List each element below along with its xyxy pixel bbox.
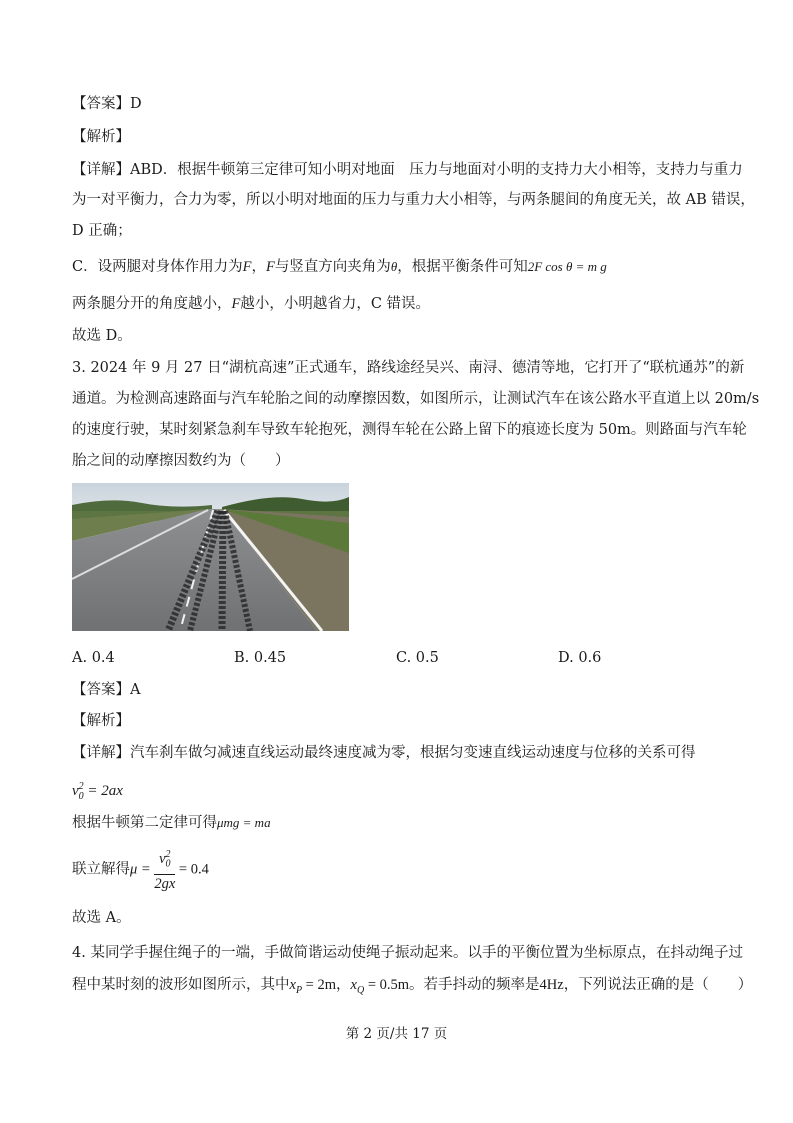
- solve-text: 联立解得: [72, 861, 130, 878]
- detail-tag: 【详解】: [72, 162, 130, 178]
- var-theta: θ: [390, 259, 398, 274]
- option-d: D. 0.6: [558, 650, 602, 666]
- frac-den: 2gx: [154, 875, 176, 892]
- option-c-line: [72, 257, 607, 277]
- q4-line-2: [72, 975, 752, 1001]
- answer-label-q3: 【答案】A: [72, 682, 141, 698]
- separator: ，: [336, 977, 351, 993]
- q4-line-1: 4. 某同学手握住绳子的一端，手做简谐运动使绳子振动起来。以手的平衡位置为坐标原点，在抖动绳子过: [72, 945, 743, 961]
- frac-num-sup: 2: [165, 849, 171, 860]
- answer-label-q2: 【答案】D: [72, 96, 142, 112]
- xq-value: = 0.5m: [364, 977, 410, 993]
- frequency-value: 4Hz: [539, 977, 564, 993]
- var-f: F: [231, 296, 241, 312]
- detail-line-2: 为一对平衡力，合力为零，所以小明对地面的压力与重力大小相等，与两条腿间的角度无关，故 AB 错误，: [72, 192, 755, 208]
- q3-line-2: 通道。为检测高速路面与汽车轮胎之间的动摩擦因数，如图所示，让测试汽车在该公路水平直道上以 20m/s: [72, 391, 760, 407]
- separator: ，: [251, 259, 266, 275]
- option-c-line-2: [72, 294, 430, 314]
- detail-line-3: D 正确；: [72, 223, 132, 239]
- option-c-text: 越小，小明越省力，C 错误。: [240, 296, 431, 312]
- q4-text: 。若手抖动的频率是: [409, 977, 540, 993]
- option-b: B. 0.45: [234, 650, 287, 666]
- option-c: C. 0.5: [396, 650, 439, 666]
- frac-num-sub: 0: [165, 858, 171, 870]
- fraction: [154, 846, 175, 893]
- option-a: A. 0.4: [72, 650, 115, 666]
- var-xq-sub: Q: [356, 984, 365, 996]
- newton-line: [72, 813, 271, 833]
- detail-line-1: [72, 160, 743, 180]
- detail-text: ABD．根据牛顿第三定律可知小明对地面 压力与地面对小明的支持力大小相等，支持力与重力: [130, 162, 743, 178]
- newton-equation: μmg = ma: [217, 815, 271, 830]
- newton-text: 根据牛顿第二定律可得: [72, 815, 217, 831]
- var-f: F: [242, 259, 252, 275]
- analysis-label-q2: 【解析】: [72, 129, 130, 145]
- eq-v: v: [72, 783, 79, 799]
- option-c-text: 两条腿分开的角度越小，: [72, 296, 232, 312]
- q3-line-1: 3. 2024 年 9 月 27 日“湖杭高速”正式通车，路线途经吴兴、南浔、德清等地，它打开了“联杭通苏”的新: [72, 360, 745, 376]
- option-c-text: C．设两腿对身体作用力为: [72, 259, 243, 275]
- eq-sup: 2: [78, 781, 84, 792]
- frac-num-v: v: [159, 850, 166, 867]
- var-xp-sub: P: [295, 984, 303, 996]
- q3-line-4: 胎之间的动摩擦因数约为（ ）: [72, 453, 290, 469]
- eq-sub: 0: [78, 791, 84, 802]
- option-c-text: ，根据平衡条件可知: [397, 259, 528, 275]
- choose-q3: 故选 A。: [72, 910, 131, 926]
- q4-text: 程中某时刻的波形如图所示，其中: [72, 977, 290, 993]
- page-footer: 第 2 页/共 17 页: [345, 1026, 448, 1042]
- solve-line: [72, 846, 209, 893]
- option-c-text: 与竖直方向夹角为: [274, 259, 391, 275]
- eq-rest: = 2ax: [83, 783, 123, 799]
- analysis-label-q3: 【解析】: [72, 713, 130, 729]
- var-xq: x: [350, 977, 357, 993]
- equilibrium-equation: 2F cos θ = m g: [527, 259, 607, 274]
- solve-result: = 0.4: [175, 861, 209, 878]
- detail-line-q3: [72, 743, 696, 763]
- q3-line-3: 的速度行驶，某时刻紧急刹车导致车轮抱死，测得车轮在公路上留下的痕迹长度为 50m。则路面与汽车轮: [72, 422, 747, 438]
- skid-marks-photo: [72, 483, 349, 631]
- detail-text: 汽车刹车做匀减速直线运动最终速度减为零，根据匀变速直线运动速度与位移的关系可得: [130, 745, 696, 761]
- detail-tag: 【详解】: [72, 745, 130, 761]
- q4-text: ，下列说法正确的是（ ）: [563, 977, 753, 993]
- kinematics-equation: [72, 777, 123, 807]
- var-f: F: [265, 259, 275, 275]
- xp-value: = 2m: [302, 977, 337, 993]
- var-xp: x: [289, 977, 296, 993]
- solve-mu: μ =: [130, 861, 155, 878]
- choose-q2: 故选 D。: [72, 328, 132, 344]
